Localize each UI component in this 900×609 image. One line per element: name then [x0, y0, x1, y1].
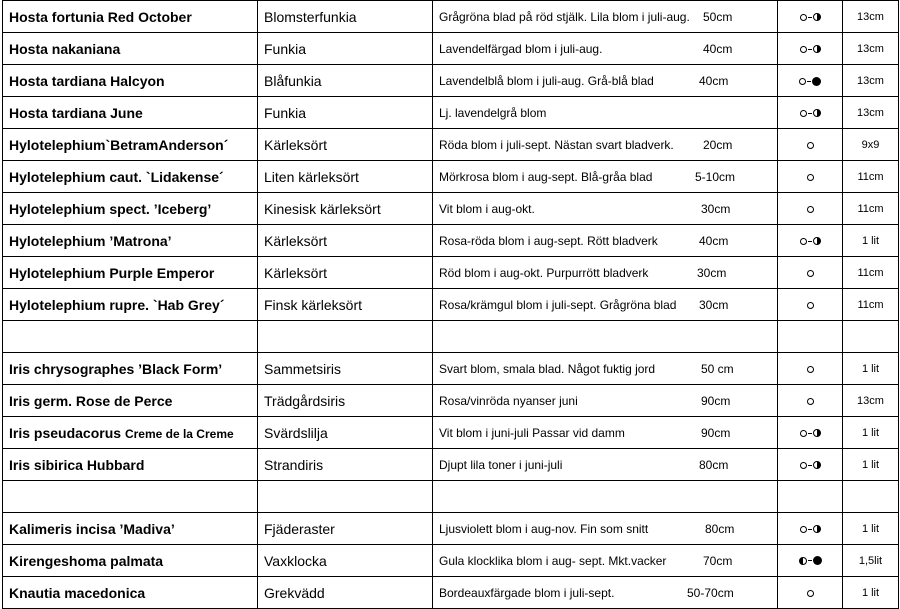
latin-name-text: Knautia macedonica	[9, 584, 146, 601]
plant-height: 40cm	[699, 73, 729, 88]
plant-height: 40cm	[703, 41, 733, 56]
latin-name-text: Kalimeris incisa ’Madiva’	[9, 520, 175, 537]
latin-name	[3, 417, 258, 449]
sun-icon	[807, 206, 814, 213]
plant-height: 30cm	[697, 265, 727, 280]
sun-requirement	[778, 545, 843, 577]
swedish-name: Fjäderaster	[258, 513, 433, 545]
latin-name	[3, 225, 258, 257]
description-cell	[433, 353, 778, 385]
latin-name-text: Hylotelephium spect. ’Iceberg’	[9, 200, 212, 217]
swedish-name: Svärdslilja	[258, 417, 433, 449]
swedish-name: Strandiris	[258, 449, 433, 481]
sun-requirement	[778, 353, 843, 385]
table-row	[3, 129, 899, 161]
pot-size: 11cm	[843, 193, 899, 225]
latin-name	[3, 385, 258, 417]
latin-name	[3, 289, 258, 321]
swedish-name: Kärleksört	[258, 129, 433, 161]
latin-name	[3, 513, 258, 545]
table-row	[3, 545, 899, 577]
latin-name-text: Hylotelephium`BetramAnderson´	[9, 136, 229, 153]
latin-name	[3, 129, 258, 161]
plant-table-body	[3, 1, 899, 609]
latin-name-text: Hosta tardiana June	[9, 104, 143, 121]
plant-height: 50-70cm	[687, 585, 734, 600]
latin-name	[3, 257, 258, 289]
table-row	[3, 289, 899, 321]
swedish-name: Kärleksört	[258, 257, 433, 289]
description: Röd blom i aug-okt. Purpurrött bladverk	[439, 265, 649, 280]
sun-icon	[799, 78, 806, 85]
table-row	[3, 161, 899, 193]
table-row	[3, 385, 899, 417]
dash-separator	[808, 433, 812, 434]
sun-icon	[800, 462, 807, 469]
pot-size: 13cm	[843, 1, 899, 33]
latin-name-text: Hylotelephium rupre. `Hab Grey´	[9, 296, 225, 313]
plant-height: 90cm	[701, 393, 731, 408]
table-row	[3, 257, 899, 289]
dash-separator	[808, 241, 812, 242]
table-row	[3, 577, 899, 609]
sun-requirement	[778, 289, 843, 321]
table-row	[3, 449, 899, 481]
sun-requirement	[778, 257, 843, 289]
table-row	[3, 225, 899, 257]
description: Lavendelfärgad blom i juli-aug.	[439, 41, 603, 56]
swedish-name: Funkia	[258, 33, 433, 65]
pot-size: 13cm	[843, 33, 899, 65]
pot-size: 11cm	[843, 161, 899, 193]
pot-size: 1 lit	[843, 513, 899, 545]
plant-height: 40cm	[699, 233, 729, 248]
description-cell	[433, 513, 778, 545]
plant-height: 80cm	[705, 521, 735, 536]
description-cell	[433, 97, 778, 129]
description: Rosa/vinröda nyanser juni	[439, 393, 578, 408]
sun-icon	[807, 142, 814, 149]
swedish-name: Sammetsiris	[258, 353, 433, 385]
latin-name	[3, 353, 258, 385]
description-cell	[433, 161, 778, 193]
sun-requirement	[778, 225, 843, 257]
description: Gula klocklika blom i aug- sept. Mkt.vacker	[439, 553, 667, 568]
swedish-name: Grekvädd	[258, 577, 433, 609]
half-sun-icon	[813, 461, 821, 469]
pot-size: 1 lit	[843, 225, 899, 257]
description: Ljusviolett blom i aug-nov. Fin som snitt	[439, 521, 649, 536]
latin-name	[3, 193, 258, 225]
pot-size: 9x9	[843, 129, 899, 161]
description-cell	[433, 65, 778, 97]
description-cell	[433, 545, 778, 577]
pot-size: 1 lit	[843, 577, 899, 609]
sun-icon	[800, 238, 807, 245]
dash-separator	[808, 560, 812, 561]
description-cell	[433, 417, 778, 449]
sun-requirement	[778, 161, 843, 193]
shade-icon	[813, 556, 822, 565]
plant-height: 90cm	[701, 425, 731, 440]
sun-requirement	[778, 417, 843, 449]
pot-size: 1 lit	[843, 449, 899, 481]
pot-size: 11cm	[843, 289, 899, 321]
description-cell	[433, 225, 778, 257]
sun-icon	[800, 526, 807, 533]
cultivar-name: Creme de la Creme	[124, 426, 234, 441]
description-cell	[433, 33, 778, 65]
sun-requirement	[778, 33, 843, 65]
latin-name	[3, 33, 258, 65]
description-cell	[433, 257, 778, 289]
pot-size: 1 lit	[843, 417, 899, 449]
description: Djupt lila toner i juni-juli	[439, 457, 563, 472]
pot-size: 11cm	[843, 257, 899, 289]
table-row	[3, 97, 899, 129]
description: Rosa-röda blom i aug-sept. Rött bladverk	[439, 233, 658, 248]
swedish-name: Blomsterfunkia	[258, 1, 433, 33]
description-cell	[433, 385, 778, 417]
description-cell	[433, 289, 778, 321]
half-sun-icon	[813, 45, 821, 53]
plant-height: 30cm	[701, 201, 731, 216]
latin-name	[3, 65, 258, 97]
half-sun-icon	[813, 13, 821, 21]
pot-size: 13cm	[843, 65, 899, 97]
sun-requirement	[778, 97, 843, 129]
description: Bordeauxfärgade blom i juli-sept.	[439, 585, 615, 600]
sun-icon	[807, 398, 814, 405]
swedish-name: Finsk kärleksört	[258, 289, 433, 321]
table-row	[3, 353, 899, 385]
dash-separator	[808, 465, 812, 466]
pot-size: 13cm	[843, 385, 899, 417]
sun-requirement	[778, 513, 843, 545]
description: Rosa/krämgul blom i juli-sept. Grågröna blad	[439, 297, 677, 312]
latin-name-text: Hylotelephium caut. `Lidakense´	[9, 168, 224, 185]
plant-height: 50cm	[703, 9, 733, 24]
plant-height: 70cm	[703, 553, 733, 568]
sun-requirement	[778, 1, 843, 33]
description-cell	[433, 449, 778, 481]
table-row	[3, 1, 899, 33]
sun-icon	[807, 366, 814, 373]
latin-name-text: Iris sibirica Hubbard	[9, 456, 145, 473]
latin-name-text: Hylotelephium Purple Emperor	[9, 264, 215, 281]
sun-icon	[807, 174, 814, 181]
latin-name	[3, 97, 258, 129]
description: Lj. lavendelgrå blom	[439, 105, 547, 120]
description: Mörkrosa blom i aug-sept. Blå-gråa blad	[439, 169, 653, 184]
pot-size: 1,5lit	[843, 545, 899, 577]
table-row	[3, 417, 899, 449]
sun-icon	[807, 590, 814, 597]
sun-icon	[807, 270, 814, 277]
sun-requirement	[778, 65, 843, 97]
sun-requirement	[778, 577, 843, 609]
sun-requirement	[778, 449, 843, 481]
description: Grågröna blad på röd stjälk. Lila blom i juli-aug.	[439, 9, 690, 24]
swedish-name: Vaxklocka	[258, 545, 433, 577]
description-cell	[433, 577, 778, 609]
latin-name-text: Kirengeshoma palmata	[9, 552, 164, 569]
swedish-name: Blåfunkia	[258, 65, 433, 97]
description: Vit blom i juni-juli Passar vid damm	[439, 425, 625, 440]
half-sun-icon	[813, 109, 821, 117]
table-row	[3, 193, 899, 225]
latin-name-text: Hylotelephium ’Matrona’	[9, 232, 172, 249]
latin-name-text: Hosta nakaniana	[9, 40, 121, 57]
dash-separator	[808, 113, 812, 114]
swedish-name: Kinesisk kärleksört	[258, 193, 433, 225]
plant-height: 80cm	[699, 457, 729, 472]
sun-icon	[800, 46, 807, 53]
half-sun-icon	[813, 237, 821, 245]
plant-height: 5-10cm	[695, 169, 736, 184]
plant-table	[2, 0, 899, 609]
swedish-name: Kärleksört	[258, 225, 433, 257]
sun-icon	[800, 110, 807, 117]
sun-icon	[800, 14, 807, 21]
description: Vit blom i aug-okt.	[439, 201, 535, 216]
sun-icon	[807, 302, 814, 309]
sun-requirement	[778, 193, 843, 225]
plant-height: 30cm	[699, 297, 729, 312]
plant-height: 20cm	[703, 137, 733, 152]
latin-name-text: Iris germ. Rose de Perce	[9, 392, 173, 409]
dash-separator	[807, 81, 811, 82]
sun-requirement	[778, 129, 843, 161]
table-row	[3, 65, 899, 97]
latin-name-text: Hosta fortunia Red October	[9, 8, 192, 25]
latin-name	[3, 545, 258, 577]
dash-separator	[808, 17, 812, 18]
half-sun-icon	[813, 525, 821, 533]
description: Svart blom, smala blad. Något fuktig jord	[439, 361, 656, 376]
sun-requirement	[778, 385, 843, 417]
latin-name	[3, 449, 258, 481]
dash-separator	[808, 49, 812, 50]
shade-icon	[812, 77, 821, 86]
swedish-name: Funkia	[258, 97, 433, 129]
description-cell	[433, 193, 778, 225]
description-cell	[433, 1, 778, 33]
description: Lavendelblå blom i juli-aug. Grå-blå blad	[439, 73, 654, 88]
table-row	[3, 513, 899, 545]
blank-row	[3, 321, 899, 353]
latin-name	[3, 161, 258, 193]
swedish-name: Liten kärleksört	[258, 161, 433, 193]
sun-icon	[800, 430, 807, 437]
description: Röda blom i juli-sept. Nästan svart bladverk.	[439, 137, 674, 152]
half-sun-icon	[813, 429, 821, 437]
latin-name-text: Iris chrysographes ’Black Form’	[9, 360, 223, 377]
dash-separator	[808, 529, 812, 530]
latin-name-text: Iris pseudacorus	[9, 424, 122, 441]
latin-name	[3, 1, 258, 33]
blank-row	[3, 481, 899, 513]
description-cell	[433, 129, 778, 161]
latin-name	[3, 577, 258, 609]
plant-height: 50 cm	[701, 361, 734, 376]
pot-size: 1 lit	[843, 353, 899, 385]
pot-size: 13cm	[843, 97, 899, 129]
latin-name-text: Hosta tardiana Halcyon	[9, 72, 165, 89]
swedish-name: Trädgårdsiris	[258, 385, 433, 417]
table-row	[3, 33, 899, 65]
half-shade-icon	[799, 557, 807, 565]
